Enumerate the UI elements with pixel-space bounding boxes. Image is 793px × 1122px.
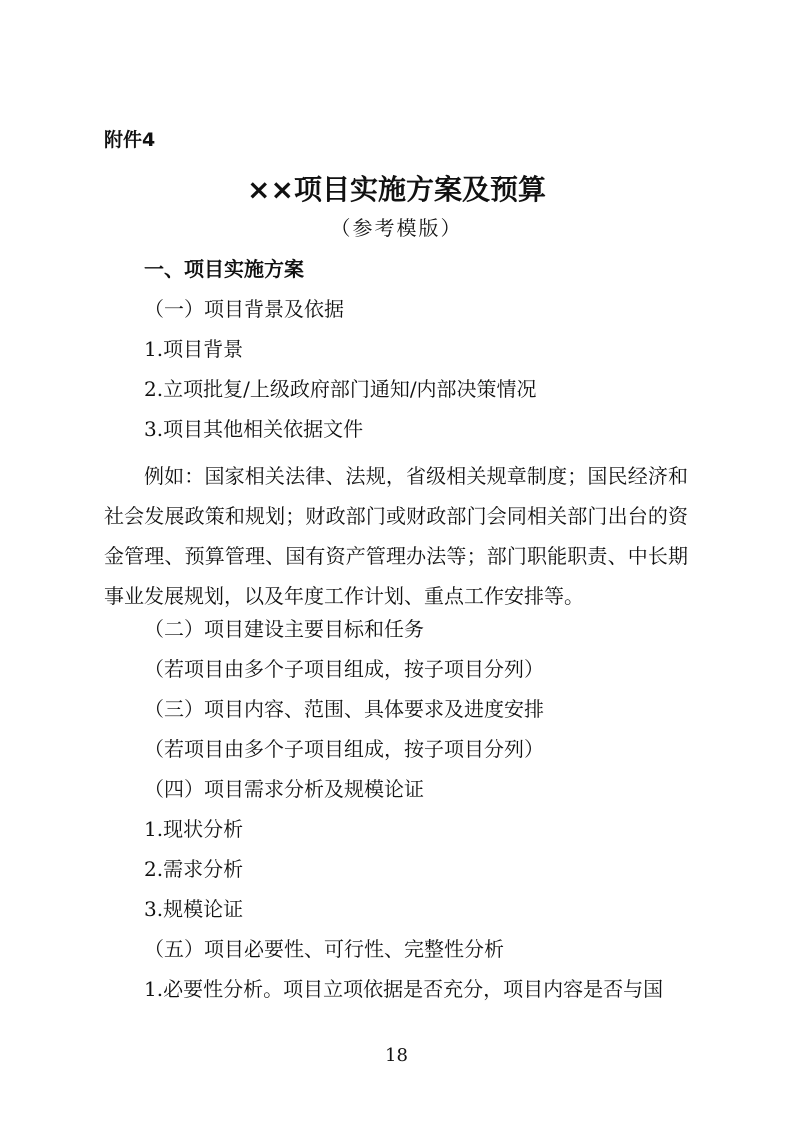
list-item-status-analysis: 1.现状分析 <box>144 817 244 841</box>
list-item-approval-status: 2.立项批复/上级政府部门通知/内部决策情况 <box>144 377 537 401</box>
subsection-heading-background: （一）项目背景及依据 <box>144 297 344 321</box>
page-subtitle: （参考模版） <box>330 216 463 240</box>
subsection-heading-goals: （二）项目建设主要目标和任务 <box>144 617 424 641</box>
list-item-project-background: 1.项目背景 <box>144 337 244 361</box>
list-item-scale-argument: 3.规模论证 <box>144 897 244 921</box>
subsection-note-content-scope: （若项目由多个子项目组成，按子项目分列） <box>144 737 544 761</box>
list-item-necessity-analysis: 1.必要性分析。项目立项依据是否充分，项目内容是否与国 <box>144 977 664 1001</box>
page-number: 18 <box>385 1045 408 1066</box>
subsection-heading-feasibility: （五）项目必要性、可行性、完整性分析 <box>144 937 504 961</box>
page-title: ××项目实施方案及预算 <box>247 173 546 206</box>
attachment-label: 附件4 <box>104 129 156 151</box>
list-item-related-documents: 3.项目其他相关依据文件 <box>144 417 364 441</box>
subsection-note-goals: （若项目由多个子项目组成，按子项目分列） <box>144 657 544 681</box>
list-item-demand-analysis: 2.需求分析 <box>144 857 244 881</box>
subsection-heading-demand-analysis: （四）项目需求分析及规模论证 <box>144 777 424 801</box>
section-heading-implementation-plan: 一、项目实施方案 <box>144 257 304 281</box>
example-paragraph: 例如：国家相关法律、法规，省级相关规章制度；国民经济和社会发展政策和规划；财政部门或财政部门会同相关部门出台的资金管理、预算管理、国有资产管理办法等；部门职能职责、中长期事业发展规划，以及年度工作计划、重点工作安排等。 <box>104 464 688 608</box>
subsection-heading-content-scope: （三）项目内容、范围、具体要求及进度安排 <box>144 697 544 721</box>
